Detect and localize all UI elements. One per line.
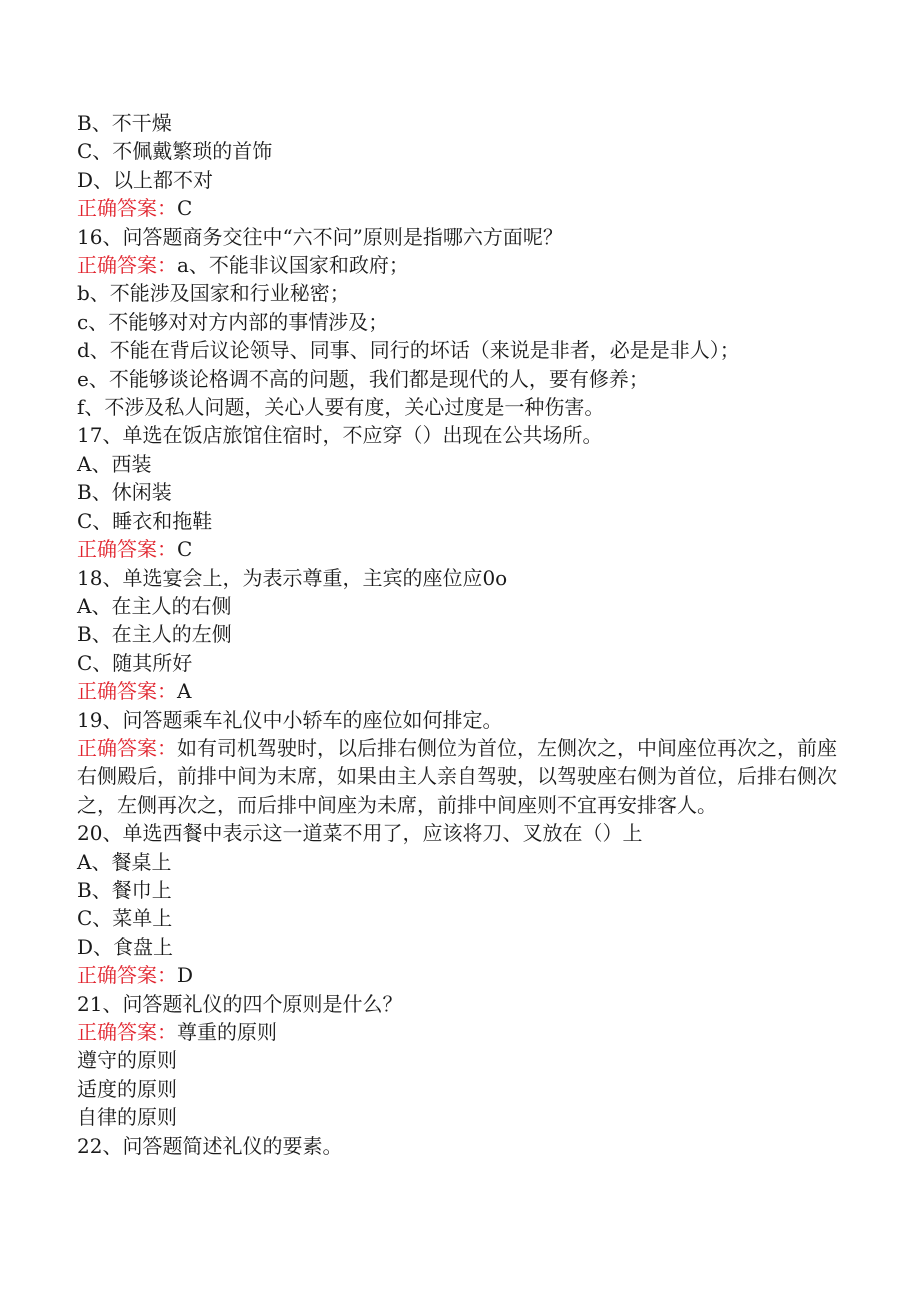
answer-text: C: [177, 537, 193, 562]
option-line: D、以上都不对: [77, 167, 214, 192]
option-line: C、不佩戴繁琐的首饰: [77, 139, 273, 164]
answer-line: [77, 251, 837, 279]
option-line: D、食盘上: [77, 934, 174, 959]
answer-label: 正确答案：: [77, 1020, 177, 1044]
option-line: A、西装: [77, 451, 152, 476]
answer-text: A: [177, 679, 192, 704]
option-line: b、不能涉及国家和行业秘密；: [77, 281, 350, 306]
question-line: 17、单选在饭店旅馆住宿时，不应穿（）出现在公共场所。: [77, 423, 603, 448]
option-line: B、餐巾上: [77, 877, 172, 902]
answer-text: a、不能非议国家和政府；: [177, 253, 409, 278]
option-line: A、在主人的右侧: [77, 593, 232, 618]
answer-text: C: [177, 196, 193, 221]
answer-label: 正确答案：: [77, 253, 177, 278]
answer-label: 正确答案：: [77, 735, 177, 760]
question-line: 22、问答题简述礼仪的要素。: [77, 1133, 343, 1158]
option-line: c、不能够对对方内部的事情涉及；: [77, 309, 389, 334]
question-line: 16、问答题商务交往中“六不问”原则是指哪六方面呢？: [77, 224, 563, 249]
answer-line: [77, 961, 837, 989]
answer-label: 正确答案：: [77, 196, 177, 221]
option-line: A、餐桌上: [77, 849, 172, 874]
option-line: B、在主人的左侧: [77, 622, 232, 647]
option-line: e、不能够谈论格调不高的问题，我们都是现代的人，要有修养；: [77, 366, 649, 391]
option-line: C、睡衣和拖鞋: [77, 508, 213, 533]
option-line: 遵守的原则: [77, 1048, 177, 1073]
answer-label: 正确答案：: [77, 679, 177, 704]
question-line: 21、问答题礼仪的四个原则是什么？: [77, 991, 403, 1016]
answer-line: [77, 194, 837, 222]
option-line: B、不干燥: [77, 111, 172, 135]
option-line: 适度的原则: [77, 1076, 177, 1101]
question-line: 20、单选西餐中表示这一道菜不用了，应该将刀、叉放在（）上: [77, 821, 643, 846]
option-line: C、菜单上: [77, 906, 173, 931]
answer-line: [77, 1018, 837, 1046]
option-line: 自律的原则: [77, 1105, 177, 1130]
option-line: d、不能在背后议论领导、同事、同行的坏话（来说是非者，必是是非人）；: [77, 338, 740, 363]
option-line: C、随其所好: [77, 650, 193, 675]
option-line: B、休闲装: [77, 480, 172, 505]
option-line: f、不涉及私人问题，关心人要有度，关心过度是一种伤害。: [77, 395, 605, 420]
answer-line: [77, 734, 837, 819]
answer-line: [77, 535, 837, 563]
question-line: 18、单选宴会上，为表示尊重，主宾的座位应0o: [77, 565, 508, 590]
answer-label: 正确答案：: [77, 963, 177, 988]
answer-text: 如有司机驾驶时，以后排右侧位为首位，左侧次之，中间座位再次之，前座右侧殿后，前排中间为末席，如果由主人亲自驾驶，以驾驶座右侧为首位，后排右侧次之，左侧再次之，而后排中间座为未席，前排中间座则不宜再安排客人。: [77, 735, 837, 817]
question-line: 19、问答题乘车礼仪中小轿车的座位如何排定。: [77, 707, 503, 732]
answer-label: 正确答案：: [77, 537, 177, 562]
document-page: [77, 109, 837, 1160]
answer-line: [77, 677, 837, 705]
answer-text: 尊重的原则: [177, 1020, 277, 1044]
answer-text: D: [177, 963, 194, 988]
